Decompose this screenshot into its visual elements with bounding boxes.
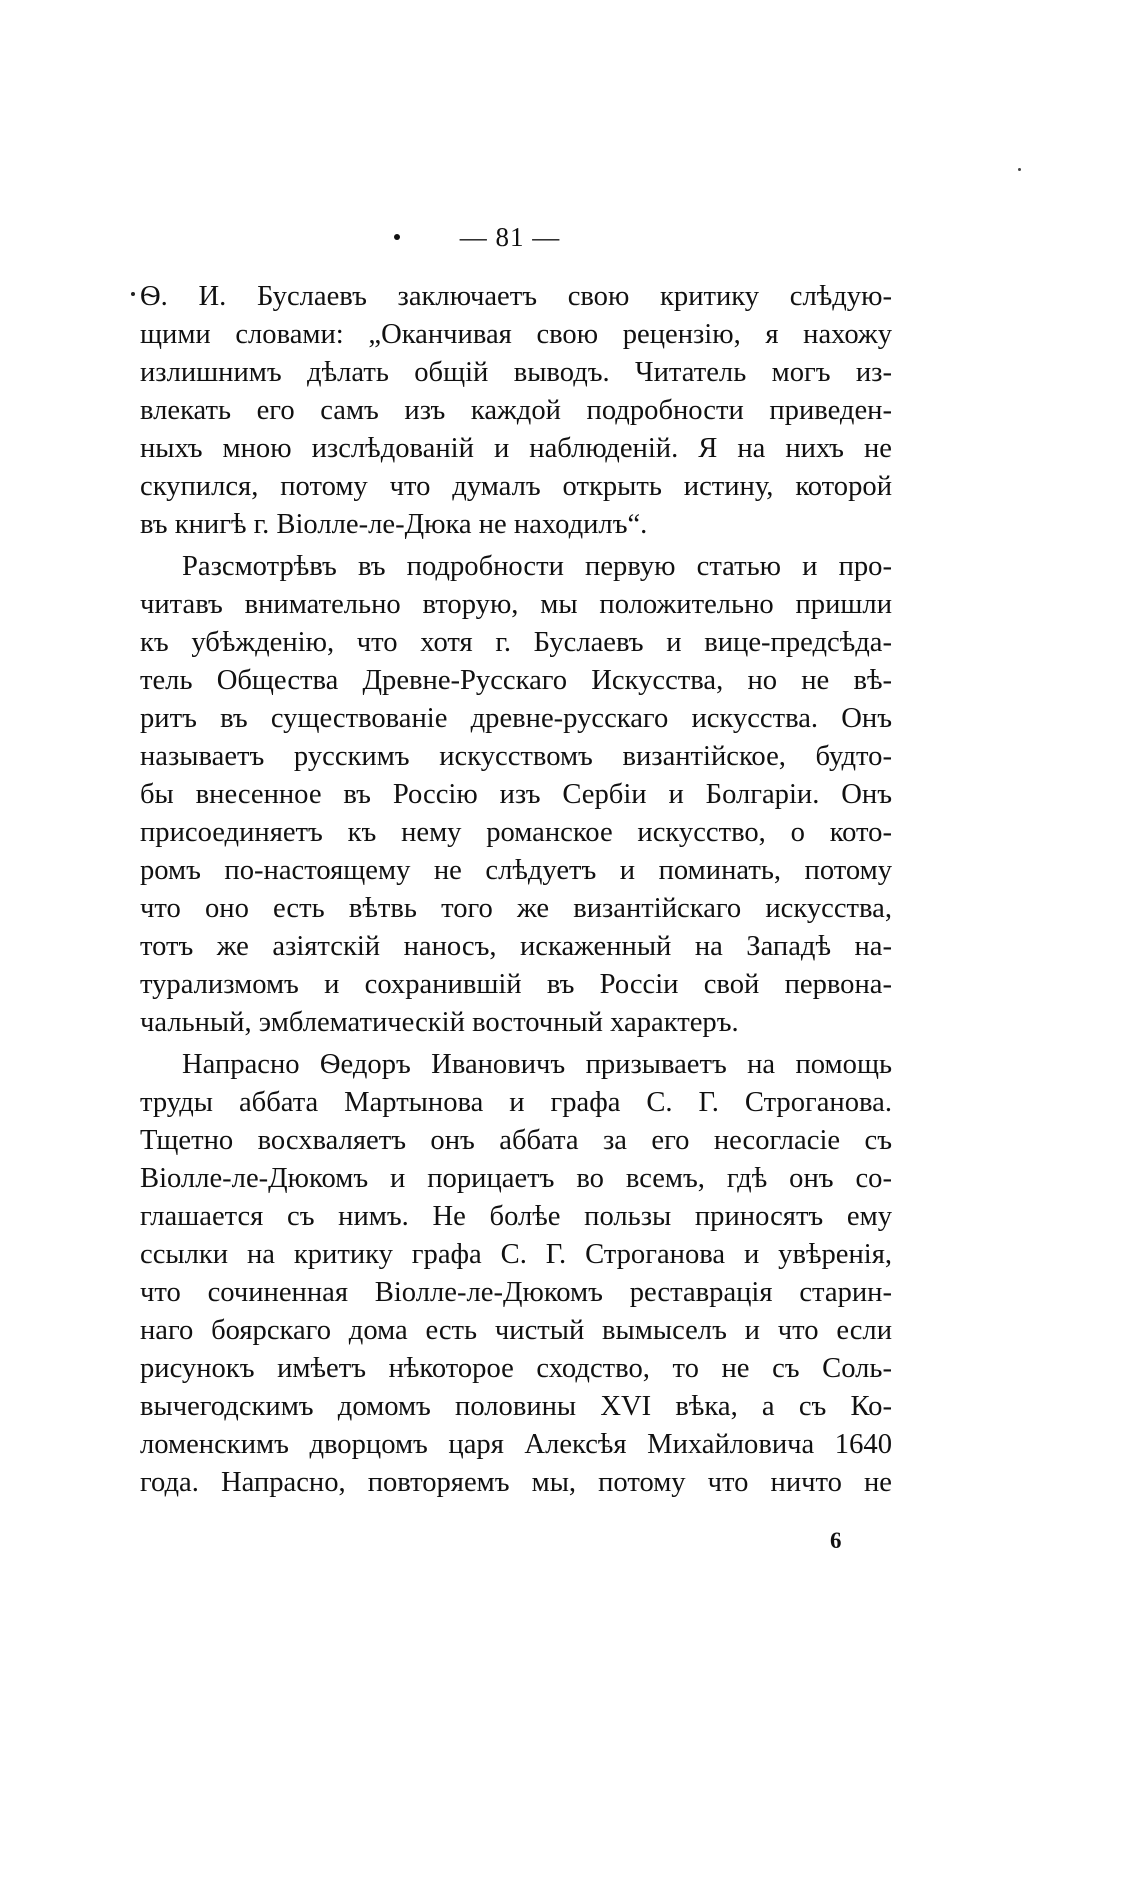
text-line: что сочиненная Віолле-ле-Дюкомъ реставрація старин- <box>140 1277 892 1308</box>
page-number: — 81 — <box>459 222 561 252</box>
text-line: рисунокъ имѣетъ нѣкоторое сходство, то не съ Соль- <box>140 1353 892 1384</box>
text-line: ломенскимъ дворцомъ царя Алексѣя Михайловича 1640 <box>140 1429 892 1460</box>
text-line: Напрасно Ѳедоръ Ивановичъ призываетъ на помощь <box>182 1049 892 1080</box>
text-line: турализмомъ и сохранившій въ Россіи свой первона- <box>140 969 892 1000</box>
text-line: къ убѣжденію, что хотя г. Буслаевъ и вице-предсѣда- <box>140 627 892 658</box>
text-line: бы внесенное въ Россію изъ Сербіи и Болгаріи. Онъ <box>140 779 892 810</box>
printing-speck <box>131 292 135 296</box>
text-line: ритъ въ существованіе древне-русскаго искусства. Онъ <box>140 703 892 734</box>
paragraph <box>140 548 892 1042</box>
text-line: чальный, эмблематическій восточный характеръ. <box>140 1007 739 1038</box>
text-line: ромъ по-настоящему не слѣдуетъ и поминать, потому <box>140 855 892 886</box>
text-line: читавъ внимательно вторую, мы положительно пришли <box>140 589 892 620</box>
text-line: называетъ русскимъ искусствомъ византійское, будто- <box>140 741 892 772</box>
paragraph <box>140 1046 892 1502</box>
printing-speck <box>394 234 400 240</box>
printing-speck <box>1018 168 1021 171</box>
paragraph <box>140 278 892 544</box>
text-line: Тщетно восхваляетъ онъ аббата за его несогласіе съ <box>140 1125 892 1156</box>
text-line: тель Общества Древне-Русскаго Искусства, но не вѣ- <box>140 665 892 696</box>
text-line: года. Напрасно, повторяемъ мы, потому что ничто не <box>140 1467 892 1498</box>
text-line: труды аббата Мартынова и графа С. Г. Строганова. <box>140 1087 892 1118</box>
text-line: Разсмотрѣвъ въ подробности первую статью и про- <box>182 551 892 582</box>
text-line: щими словами: „Оканчивая свою рецензію, я нахожу <box>140 319 892 350</box>
printer-signature: 6 <box>830 1528 842 1553</box>
text-line: въ книгѣ г. Віолле-ле-Дюка не находилъ“. <box>140 509 648 540</box>
body-text <box>140 278 892 1502</box>
text-line: наго боярскаго дома есть чистый вымыселъ и что если <box>140 1315 892 1346</box>
text-line: вычегодскимъ домомъ половины XVI вѣка, а съ Ко- <box>140 1391 892 1422</box>
text-line: скупился, потому что думалъ открыть истину, которой <box>140 471 892 502</box>
text-line: что оно есть вѣтвь того же византійскаго искусства, <box>140 893 892 924</box>
text-line: ссылки на критику графа С. Г. Строганова и увѣренія, <box>140 1239 892 1270</box>
text-line: Віолле-ле-Дюкомъ и порицаетъ во всемъ, гдѣ онъ со- <box>140 1163 892 1194</box>
text-line: глашается съ нимъ. Не болѣе пользы приносятъ ему <box>140 1201 892 1232</box>
text-line: Ѳ. И. Буслаевъ заключаетъ свою критику слѣдую- <box>140 281 892 312</box>
text-line: присоединяетъ къ нему романское искусство, о кото- <box>140 817 892 848</box>
text-line: ныхъ мною изслѣдованій и наблюденій. Я на нихъ не <box>140 433 892 464</box>
text-line: излишнимъ дѣлать общій выводъ. Читатель могъ из- <box>140 357 892 388</box>
text-line: влекать его самъ изъ каждой подробности приведен- <box>140 395 892 426</box>
text-line: тотъ же азіятскій наносъ, искаженный на Западѣ на- <box>140 931 892 962</box>
